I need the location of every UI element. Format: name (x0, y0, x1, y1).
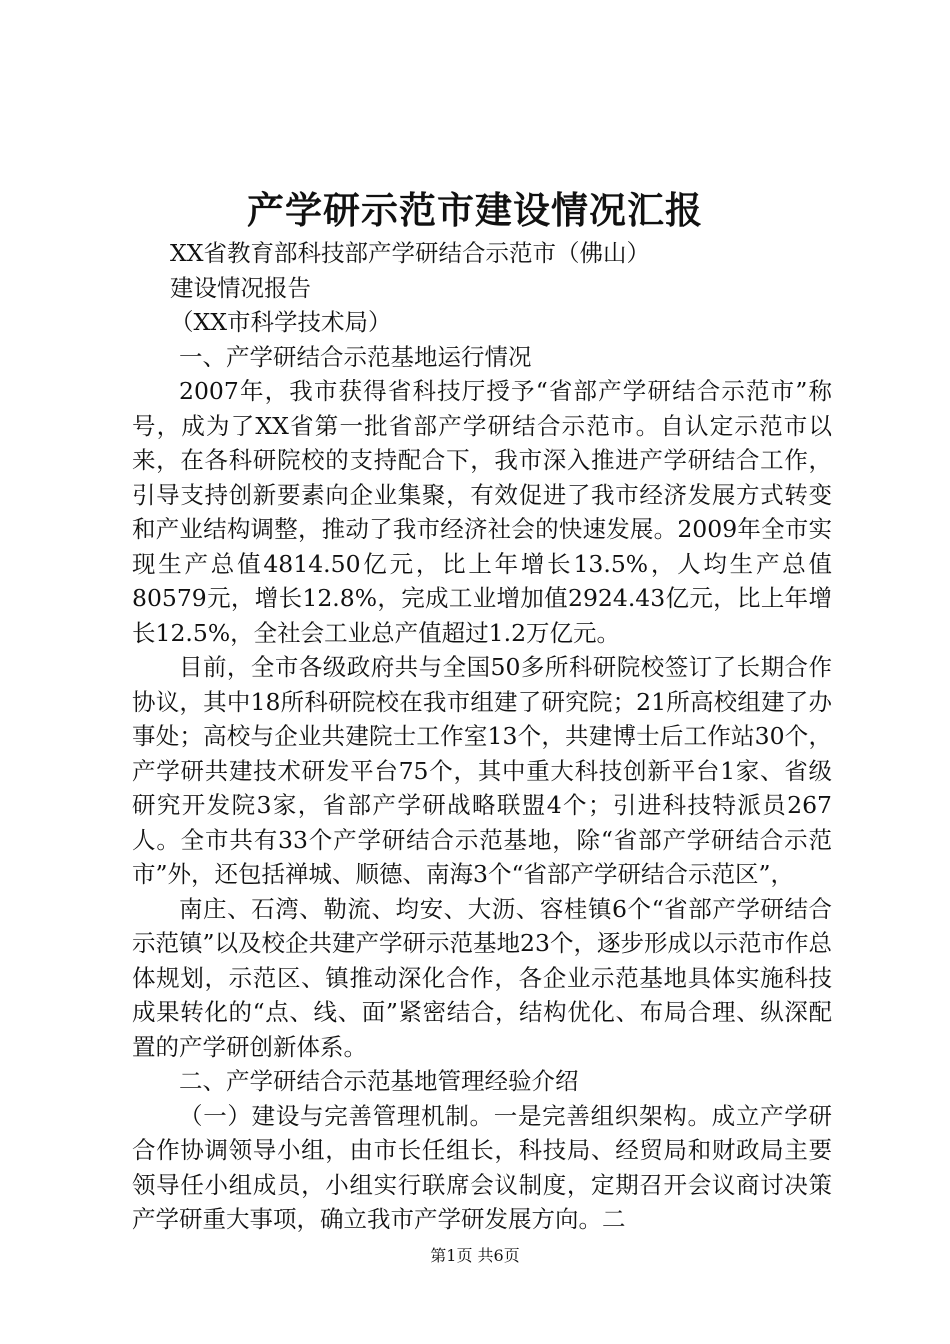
section-heading-2: 二、产学研结合示范基地管理经验介绍 (179, 1067, 579, 1095)
section-heading-1: 一、产学研结合示范基地运行情况 (179, 342, 532, 371)
paragraph-3: 南庄、石湾、勒流、均安、大沥、容桂镇6个“省部产学研结合示范镇”以及校企共建产学研示范基地23个，逐步形成以示范市作总体规划，示范区、镇推动深化合作，各企业示范基地具体实施科技成果转化的“点、线、面”紧密结合，结构优化、布局合理、纵深配置的产学研创新体系。 (132, 894, 832, 1061)
paragraph-1: 2007年，我市获得省科技厅授予“省部产学研结合示范市”称号，成为了XX省第一批省部产学研结合示范市。自认定示范市以来，在各科研院校的支持配合下，我市深入推进产学研结合工作，引导支持创新要素向企业集聚，有效促进了我市经济发展方式转变和产业结构调整，推动了我市经济社会的快速发展。2009年全市实现生产总值4814.50亿元，比上年增长13.5%，人均生产总值80579元，增长12.8%，完成工业增加值2924.43亿元，比上年增长12.5%，全社会工业总产值超过1.2万亿元。 (132, 377, 832, 647)
document-body (132, 236, 832, 1237)
subtitle-line-2: 建设情况报告 (170, 273, 311, 302)
paragraph-4: （一）建设与完善管理机制。一是完善组织架构。成立产学研合作协调领导小组，由市长任组长，科技局、经贸局和财政局主要领导任小组成员，小组实行联席会议制度，定期召开会议商讨决策产学研重大事项，确立我市产学研发展方向。二 (132, 1101, 832, 1233)
document-title: 产学研示范市建设情况汇报 (247, 188, 703, 232)
paragraph-2: 目前，全市各级政府共与全国50多所科研院校签订了长期合作协议，其中18所科研院校在我市组建了研究院；21所高校组建了办事处；高校与企业共建院士工作室13个，共建博士后工作站30个，产学研共建技术研发平台75个，其中重大科技创新平台1家、省级研究开发院3家，省部产学研战略联盟4个；引进科技特派员267人。全市共有33个产学研结合示范基地，除“省部产学研结合示范市”外，还包括禅城、顺德、南海3个“省部产学研结合示范区”， (132, 653, 832, 888)
page-footer: 第1页 共6页 (430, 1246, 520, 1265)
subtitle-line-1: XX省教育部科技部产学研结合示范市（佛山） (170, 239, 650, 267)
issuer-line: （XX市科学技术局） (170, 308, 392, 336)
